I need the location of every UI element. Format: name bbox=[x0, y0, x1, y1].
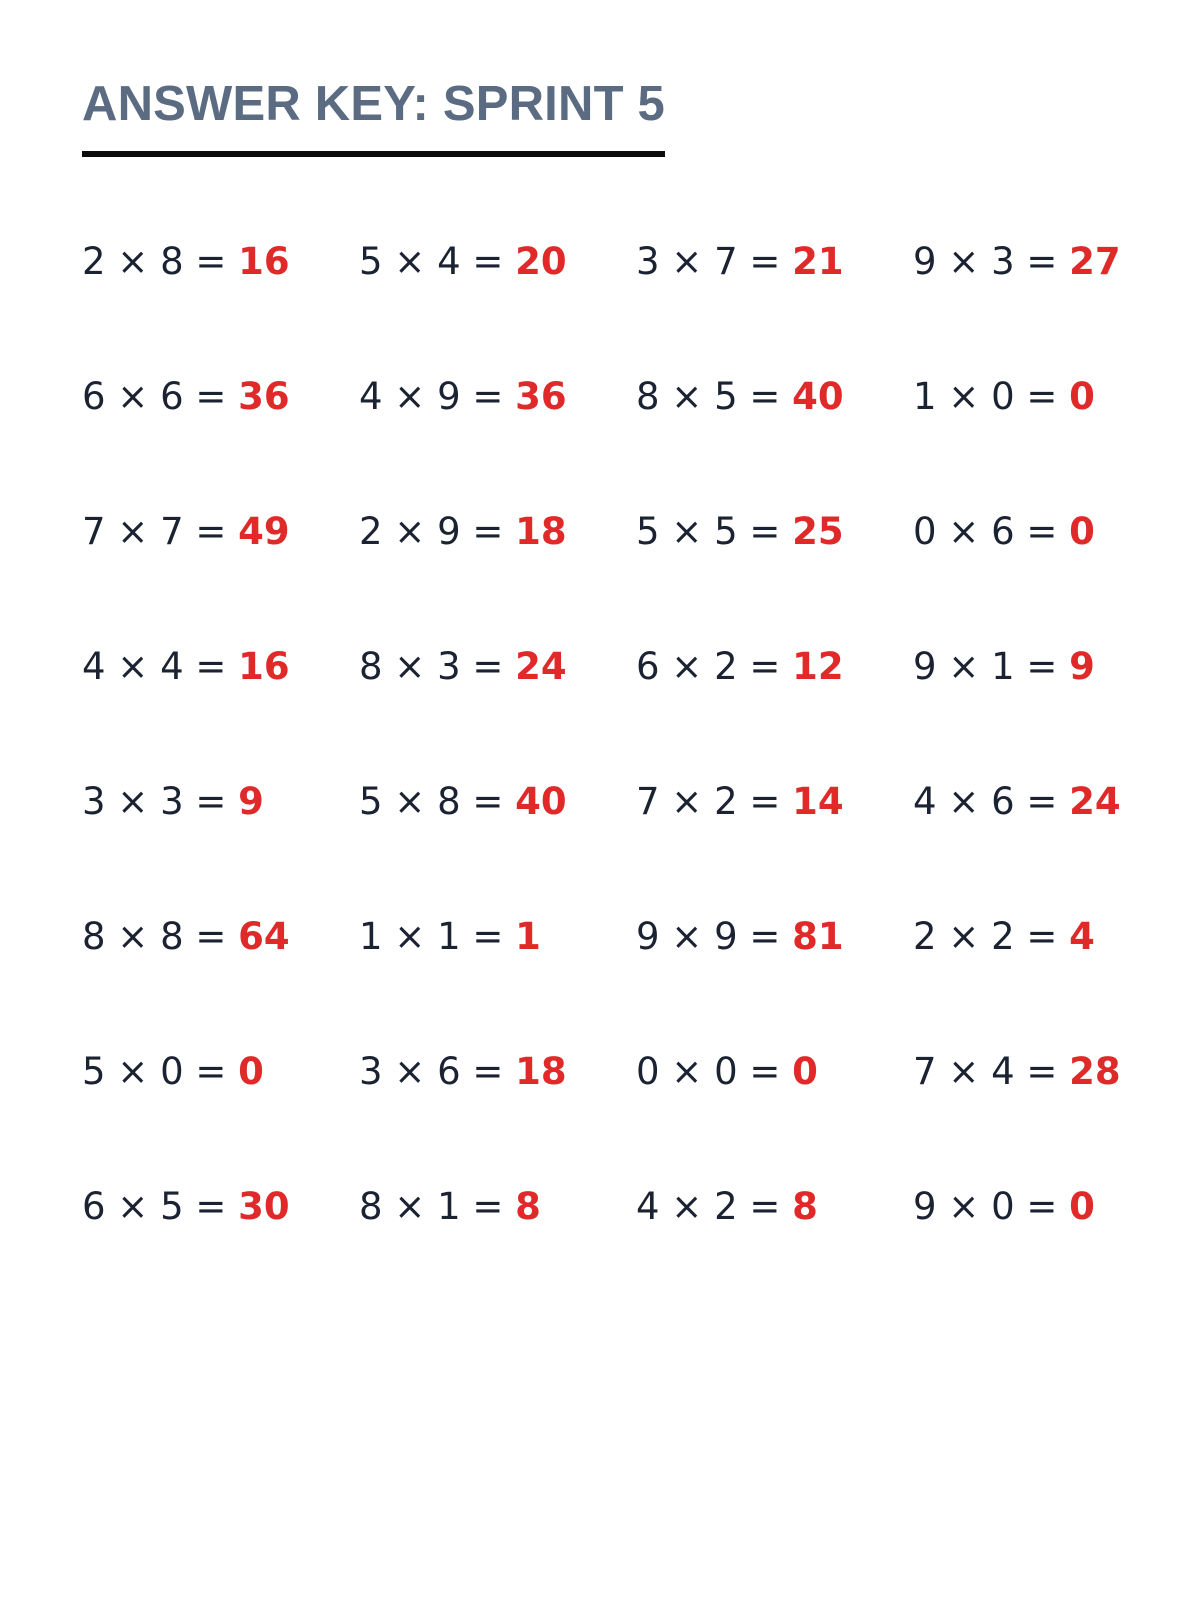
problem-item bbox=[359, 1050, 636, 1185]
problem-item bbox=[913, 240, 1142, 375]
problem-item bbox=[913, 1185, 1142, 1320]
problem-answer: 18 bbox=[515, 510, 567, 553]
problem-item bbox=[636, 240, 913, 375]
problem-answer: 21 bbox=[792, 240, 844, 283]
problem-answer: 36 bbox=[515, 375, 567, 418]
problem-item bbox=[359, 510, 636, 645]
problem-answer: 64 bbox=[238, 915, 290, 958]
problem-item bbox=[636, 780, 913, 915]
problem-item bbox=[636, 915, 913, 1050]
problem-answer: 24 bbox=[1069, 780, 1121, 823]
problem-expression: 1 × 1 = bbox=[359, 915, 516, 958]
problem-item bbox=[359, 240, 636, 375]
problem-item bbox=[913, 645, 1142, 780]
problem-item bbox=[636, 510, 913, 645]
problem-expression: 7 × 2 = bbox=[636, 780, 793, 823]
problem-item bbox=[82, 1185, 359, 1320]
problem-expression: 8 × 8 = bbox=[82, 915, 239, 958]
problem-expression: 5 × 5 = bbox=[636, 510, 793, 553]
problem-expression: 5 × 0 = bbox=[82, 1050, 239, 1093]
problem-item bbox=[359, 1185, 636, 1320]
problem-expression: 2 × 8 = bbox=[82, 240, 239, 283]
problem-answer: 1 bbox=[515, 915, 541, 958]
problem-answer: 0 bbox=[1069, 510, 1095, 553]
problem-item bbox=[82, 645, 359, 780]
problem-expression: 4 × 2 = bbox=[636, 1185, 793, 1228]
problem-answer: 40 bbox=[792, 375, 844, 418]
problem-item bbox=[359, 645, 636, 780]
problem-answer: 0 bbox=[792, 1050, 818, 1093]
problem-item bbox=[82, 510, 359, 645]
title-underline bbox=[82, 151, 665, 157]
problem-expression: 5 × 8 = bbox=[359, 780, 516, 823]
problem-expression: 5 × 4 = bbox=[359, 240, 516, 283]
problem-expression: 2 × 2 = bbox=[913, 915, 1070, 958]
problem-item bbox=[82, 780, 359, 915]
problem-answer: 16 bbox=[238, 645, 290, 688]
problem-answer: 8 bbox=[792, 1185, 818, 1228]
problem-answer: 27 bbox=[1069, 240, 1121, 283]
problem-answer: 8 bbox=[515, 1185, 541, 1228]
problem-item bbox=[913, 915, 1142, 1050]
problem-answer: 0 bbox=[1069, 375, 1095, 418]
problem-expression: 9 × 9 = bbox=[636, 915, 793, 958]
problem-expression: 6 × 5 = bbox=[82, 1185, 239, 1228]
problem-expression: 8 × 5 = bbox=[636, 375, 793, 418]
problem-answer: 25 bbox=[792, 510, 844, 553]
problem-answer: 20 bbox=[515, 240, 567, 283]
page-title: ANSWER KEY: SPRINT 5 bbox=[82, 77, 665, 131]
problem-answer: 9 bbox=[1069, 645, 1095, 688]
problem-answer: 28 bbox=[1069, 1050, 1121, 1093]
problem-expression: 2 × 9 = bbox=[359, 510, 516, 553]
problem-expression: 1 × 0 = bbox=[913, 375, 1070, 418]
problem-item bbox=[82, 375, 359, 510]
problem-item bbox=[913, 375, 1142, 510]
problem-expression: 0 × 6 = bbox=[913, 510, 1070, 553]
problem-answer: 24 bbox=[515, 645, 567, 688]
problem-answer: 0 bbox=[1069, 1185, 1095, 1228]
problem-grid bbox=[82, 240, 1142, 1320]
problem-expression: 9 × 3 = bbox=[913, 240, 1070, 283]
problem-item bbox=[359, 780, 636, 915]
problem-expression: 3 × 7 = bbox=[636, 240, 793, 283]
problem-answer: 9 bbox=[238, 780, 264, 823]
problem-answer: 0 bbox=[238, 1050, 264, 1093]
problem-expression: 7 × 7 = bbox=[82, 510, 239, 553]
problem-item bbox=[636, 1050, 913, 1185]
problem-expression: 7 × 4 = bbox=[913, 1050, 1070, 1093]
problem-expression: 8 × 1 = bbox=[359, 1185, 516, 1228]
problem-item bbox=[636, 375, 913, 510]
problem-answer: 14 bbox=[792, 780, 844, 823]
problem-expression: 3 × 6 = bbox=[359, 1050, 516, 1093]
problem-item bbox=[913, 510, 1142, 645]
problem-answer: 4 bbox=[1069, 915, 1095, 958]
problem-expression: 6 × 2 = bbox=[636, 645, 793, 688]
problem-expression: 9 × 0 = bbox=[913, 1185, 1070, 1228]
problem-answer: 36 bbox=[238, 375, 290, 418]
problem-answer: 81 bbox=[792, 915, 844, 958]
problem-expression: 4 × 4 = bbox=[82, 645, 239, 688]
problem-item bbox=[913, 1050, 1142, 1185]
problem-item bbox=[636, 1185, 913, 1320]
problem-answer: 12 bbox=[792, 645, 844, 688]
problem-expression: 4 × 6 = bbox=[913, 780, 1070, 823]
problem-item bbox=[913, 780, 1142, 915]
problem-expression: 6 × 6 = bbox=[82, 375, 239, 418]
problem-item bbox=[82, 1050, 359, 1185]
problem-expression: 3 × 3 = bbox=[82, 780, 239, 823]
problem-item bbox=[359, 375, 636, 510]
problem-answer: 30 bbox=[238, 1185, 290, 1228]
problem-expression: 8 × 3 = bbox=[359, 645, 516, 688]
problem-answer: 40 bbox=[515, 780, 567, 823]
problem-item bbox=[359, 915, 636, 1050]
title-block bbox=[82, 77, 665, 157]
problem-expression: 9 × 1 = bbox=[913, 645, 1070, 688]
problem-item bbox=[82, 915, 359, 1050]
problem-item bbox=[636, 645, 913, 780]
problem-answer: 49 bbox=[238, 510, 290, 553]
problem-item bbox=[82, 240, 359, 375]
problem-answer: 16 bbox=[238, 240, 290, 283]
problem-expression: 4 × 9 = bbox=[359, 375, 516, 418]
problem-expression: 0 × 0 = bbox=[636, 1050, 793, 1093]
problem-answer: 18 bbox=[515, 1050, 567, 1093]
